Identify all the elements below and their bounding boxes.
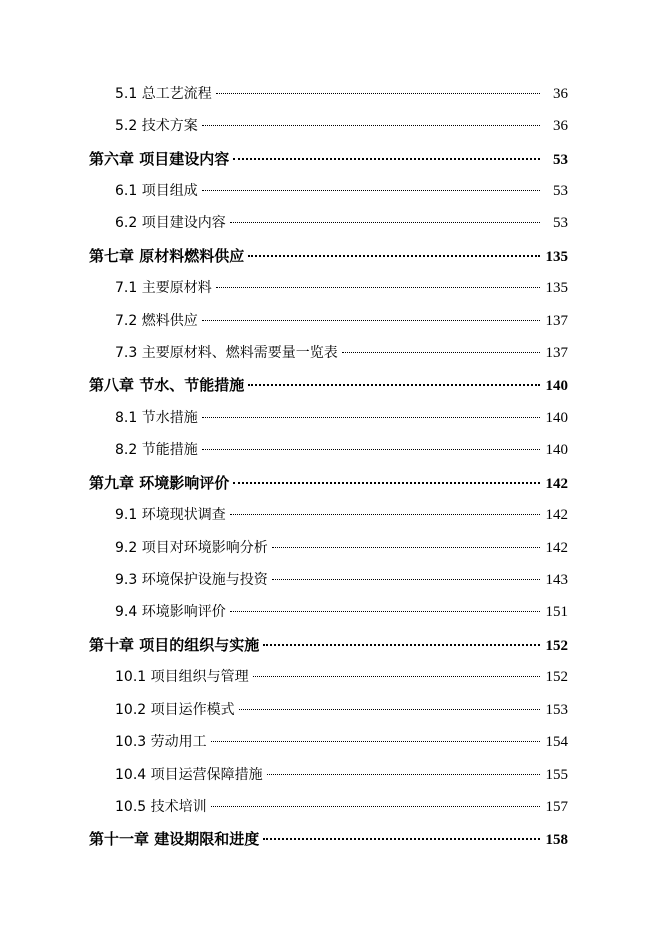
toc-entry-title: 9.1 环境现状调查 — [115, 507, 226, 523]
toc-dot-leader — [216, 93, 540, 94]
toc-entry-page: 155 — [545, 767, 568, 783]
toc-entry-8-2[interactable] — [115, 438, 568, 462]
toc-entry-title: 7.3 主要原材料、燃料需要量一览表 — [115, 345, 338, 361]
toc-chapter-page: 135 — [545, 249, 568, 265]
toc-entry-page: 36 — [553, 86, 568, 102]
toc-entry-page: 140 — [545, 410, 568, 426]
toc-entry-page: 151 — [545, 604, 568, 620]
toc-entry-title: 6.1 项目组成 — [115, 183, 198, 199]
toc-entry-page: 53 — [553, 183, 568, 199]
toc-dot-leader — [239, 709, 540, 710]
toc-dot-leader — [230, 222, 540, 223]
toc-chapter-8[interactable] — [89, 373, 568, 397]
toc-chapter-page: 140 — [545, 378, 568, 394]
toc-dot-leader — [211, 741, 540, 742]
toc-chapter-7[interactable] — [89, 244, 568, 268]
toc-entry-page: 137 — [545, 345, 568, 361]
toc-chapter-title: 第七章 原材料燃料供应 — [89, 247, 245, 265]
toc-dot-leader — [233, 158, 540, 160]
toc-entry-10-1[interactable] — [115, 665, 568, 689]
toc-entry-10-3[interactable] — [115, 730, 568, 754]
toc-entry-page: 135 — [545, 280, 568, 296]
toc-dot-leader — [230, 514, 540, 515]
toc-entry-title: 8.2 节能措施 — [115, 442, 198, 458]
toc-dot-leader — [342, 352, 540, 353]
toc-dot-leader — [233, 482, 539, 484]
toc-entry-9-3[interactable] — [115, 568, 568, 592]
toc-chapter-11[interactable] — [89, 827, 568, 851]
toc-entry-title: 7.2 燃料供应 — [115, 313, 198, 329]
toc-chapter-page: 158 — [545, 832, 568, 848]
toc-dot-leader — [253, 676, 540, 677]
toc-entry-title: 9.4 环境影响评价 — [115, 604, 226, 620]
toc-entry-8-1[interactable] — [115, 406, 568, 430]
toc-chapter-10[interactable] — [89, 633, 568, 657]
toc-entry-title: 10.3 劳动用工 — [115, 734, 207, 750]
toc-dot-leader — [202, 320, 540, 321]
toc-dot-leader — [230, 611, 540, 612]
toc-chapter-title: 第八章 节水、节能措施 — [89, 376, 245, 394]
toc-chapter-page: 53 — [553, 152, 568, 168]
toc-entry-7-2[interactable] — [115, 309, 568, 333]
toc-entry-page: 140 — [545, 442, 568, 458]
toc-entry-10-2[interactable] — [115, 698, 568, 722]
toc-entry-page: 154 — [545, 734, 568, 750]
toc-entry-10-4[interactable] — [115, 763, 568, 787]
toc-dot-leader — [202, 417, 540, 418]
toc-entry-title: 9.2 项目对环境影响分析 — [115, 540, 268, 556]
toc-dot-leader — [263, 838, 539, 840]
toc-entry-5-2[interactable] — [115, 114, 568, 138]
toc-chapter-9[interactable] — [89, 471, 568, 495]
toc-entry-6-1[interactable] — [115, 179, 568, 203]
toc-dot-leader — [272, 579, 540, 580]
toc-entry-title: 10.1 项目组织与管理 — [115, 669, 249, 685]
toc-dot-leader — [263, 644, 539, 646]
toc-entry-9-4[interactable] — [115, 600, 568, 624]
toc-dot-leader — [272, 547, 540, 548]
toc-chapter-title: 第十章 项目的组织与实施 — [89, 636, 260, 654]
toc-entry-title: 5.2 技术方案 — [115, 118, 198, 134]
toc-entry-title: 10.2 项目运作模式 — [115, 702, 235, 718]
toc-entry-title: 10.4 项目运营保障措施 — [115, 767, 263, 783]
toc-dot-leader — [202, 125, 540, 126]
toc-dot-leader — [216, 287, 540, 288]
toc-entry-page: 143 — [545, 572, 568, 588]
toc-entry-page: 142 — [545, 540, 568, 556]
toc-dot-leader — [211, 806, 540, 807]
toc-entry-page: 142 — [545, 507, 568, 523]
toc-dot-leader — [202, 449, 540, 450]
toc-entry-page: 137 — [545, 313, 568, 329]
toc-entry-10-5[interactable] — [115, 795, 568, 819]
toc-entry-page: 36 — [553, 118, 568, 134]
toc-entry-page: 153 — [545, 702, 568, 718]
toc-entry-6-2[interactable] — [115, 211, 568, 235]
toc-dot-leader — [267, 774, 540, 775]
toc-entry-title: 7.1 主要原材料 — [115, 280, 212, 296]
toc-chapter-6[interactable] — [89, 147, 568, 171]
toc-entry-page: 152 — [545, 669, 568, 685]
toc-entry-9-2[interactable] — [115, 536, 568, 560]
toc-dot-leader — [248, 384, 539, 386]
toc-entry-title: 10.5 技术培训 — [115, 799, 207, 815]
toc-entry-title: 9.3 环境保护设施与投资 — [115, 572, 268, 588]
toc-chapter-page: 142 — [545, 476, 568, 492]
toc-entry-title: 6.2 项目建设内容 — [115, 215, 226, 231]
toc-entry-9-1[interactable] — [115, 503, 568, 527]
toc-entry-5-1[interactable] — [115, 82, 568, 106]
toc-entry-page: 53 — [553, 215, 568, 231]
toc-entry-title: 8.1 节水措施 — [115, 410, 198, 426]
toc-dot-leader — [248, 255, 539, 257]
toc-entry-7-3[interactable] — [115, 341, 568, 365]
toc-chapter-title: 第十一章 建设期限和进度 — [89, 830, 260, 848]
toc-entry-7-1[interactable] — [115, 276, 568, 300]
toc-entry-page: 157 — [545, 799, 568, 815]
toc-chapter-title: 第六章 项目建设内容 — [89, 150, 230, 168]
toc-entry-title: 5.1 总工艺流程 — [115, 86, 212, 102]
toc-dot-leader — [202, 190, 540, 191]
toc-chapter-page: 152 — [545, 638, 568, 654]
toc-chapter-title: 第九章 环境影响评价 — [89, 474, 230, 492]
